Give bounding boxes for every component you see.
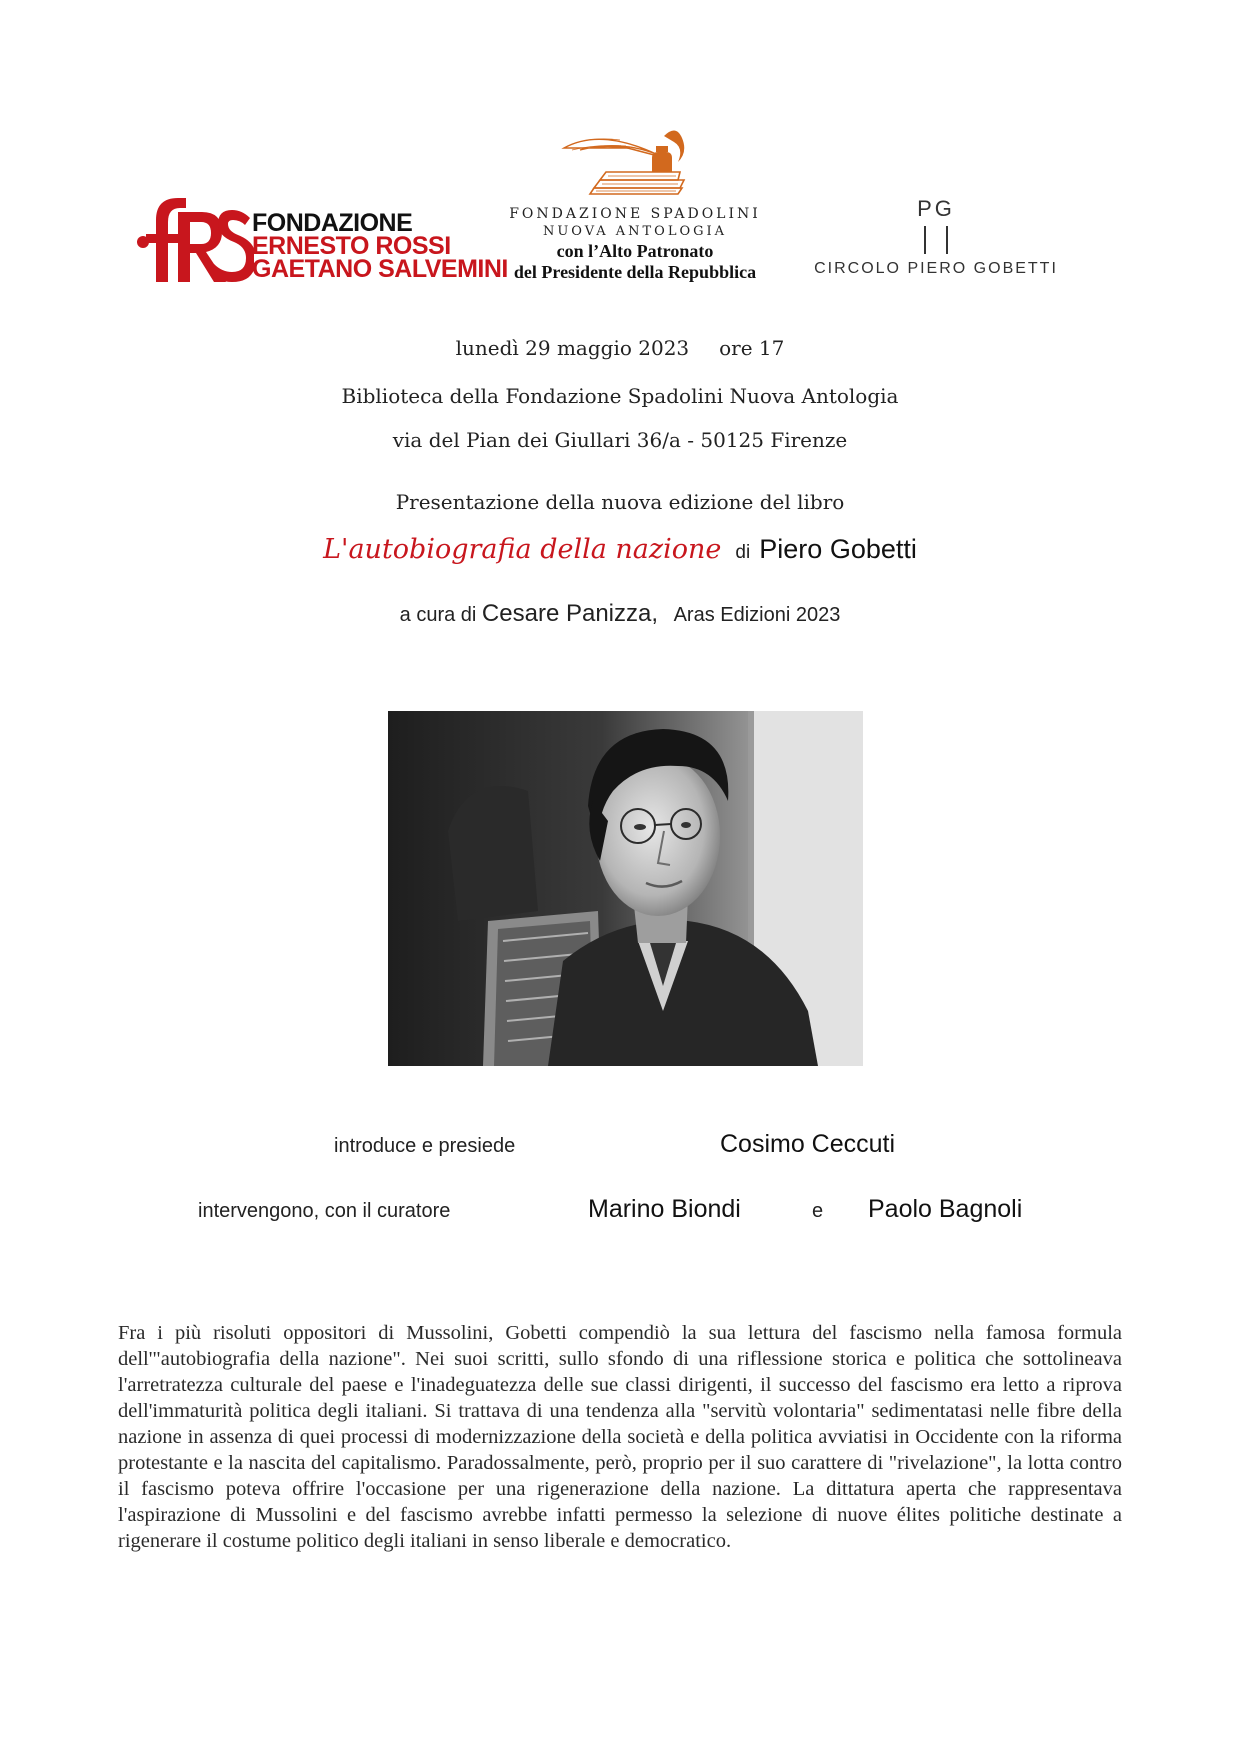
book-author: Piero Gobetti (759, 534, 917, 564)
portrait-photo (388, 711, 863, 1066)
spadolini-name: FONDAZIONE SPADOLINI (509, 206, 761, 222)
logo-bar (0, 118, 1240, 298)
gobetti-monogram: PG (917, 196, 955, 221)
spadolini-subtitle: NUOVA ANTOLOGIA (542, 224, 728, 239)
event-date: lunedì 29 maggio 2023 (455, 336, 690, 360)
book-title: L'autobiografia della nazione (323, 534, 722, 565)
intro-label: introduce e presiede (334, 1135, 516, 1157)
frs-logo (134, 190, 508, 290)
quill-and-books-icon (560, 118, 710, 202)
event-presentation: Presentazione della nuova edizione del libro (395, 490, 845, 514)
intro-speaker: Cosimo Ceccuti (720, 1130, 896, 1158)
spadolini-patronage-line1: con l’Alto Patronato (556, 241, 714, 261)
spadolini-logo (490, 118, 780, 298)
description-paragraph: Fra i più risoluti oppositori di Mussolini, Gobetti compendiò la sua lettura del fascismo nella famosa formula dell'"autobiografia della nazione". Nei suoi scritti, sullo sfondo di una riflessione storica e politica che sottolineava l'arretratezza culturale del paese e l'inadeguatezza delle sue classi dirigenti, il successo del fascismo era letto a riprova dell'immaturità politica degli italiani. Si trattava di una tendenza alla "servitù volontaria" sedimentatasi nelle fibre della nazione in assenza di quei processi di modernizzazione della società e della politica avviatisi in Occidente con la riforma protestante e la nascita del capitalismo. Paradossalmente, però, proprio per il suo carattere di "rivelazione", la lotta contro il fascismo poteva offrire l'occasione per una rigenerazione della nazione. La dittatura aperta che rappresentava l'aspirazione di Mussolini e del fascismo avrebbe infatti permesso la selezione di nuove élites politiche destinate a rigenerare il costume politico degli italiani in senso liberale e democratico. (118, 1322, 1122, 1552)
panel-label: intervengono, con il curatore (198, 1200, 451, 1222)
event-address: via del Pian dei Giullari 36/a - 50125 Firenze (392, 428, 848, 452)
panel-and: e (812, 1200, 824, 1222)
gobetti-bars-icon (916, 226, 956, 254)
panel-speaker-1: Marino Biondi (588, 1195, 741, 1223)
cura-prefix: a cura di (399, 604, 477, 626)
book-title-line (0, 534, 1240, 565)
frs-monogram-icon (134, 190, 254, 290)
book-editor-line (0, 600, 1240, 628)
gobetti-name: CIRCOLO PIERO GOBETTI (814, 260, 1058, 277)
book-publisher: Aras Edizioni 2023 (673, 604, 841, 626)
frs-line-fondazione: FONDAZIONE (252, 209, 413, 237)
book-di: di (735, 542, 751, 563)
event-venue: Biblioteca della Fondazione Spadolini Nuova Antologia (341, 384, 899, 408)
gobetti-logo (796, 196, 1076, 286)
event-date-line (0, 336, 1240, 360)
book-editor: Cesare Panizza, (481, 600, 659, 627)
panel-speaker-2: Paolo Bagnoli (868, 1195, 1023, 1223)
frs-line-ernesto-rossi: ERNESTO ROSSI (252, 232, 451, 260)
frs-line-gaetano-salvemini: GAETANO SALVEMINI (252, 255, 508, 283)
portrait-image-icon (388, 711, 863, 1066)
spadolini-patronage-line2: del Presidente della Repubblica (513, 262, 757, 282)
event-time: ore 17 (719, 336, 785, 360)
